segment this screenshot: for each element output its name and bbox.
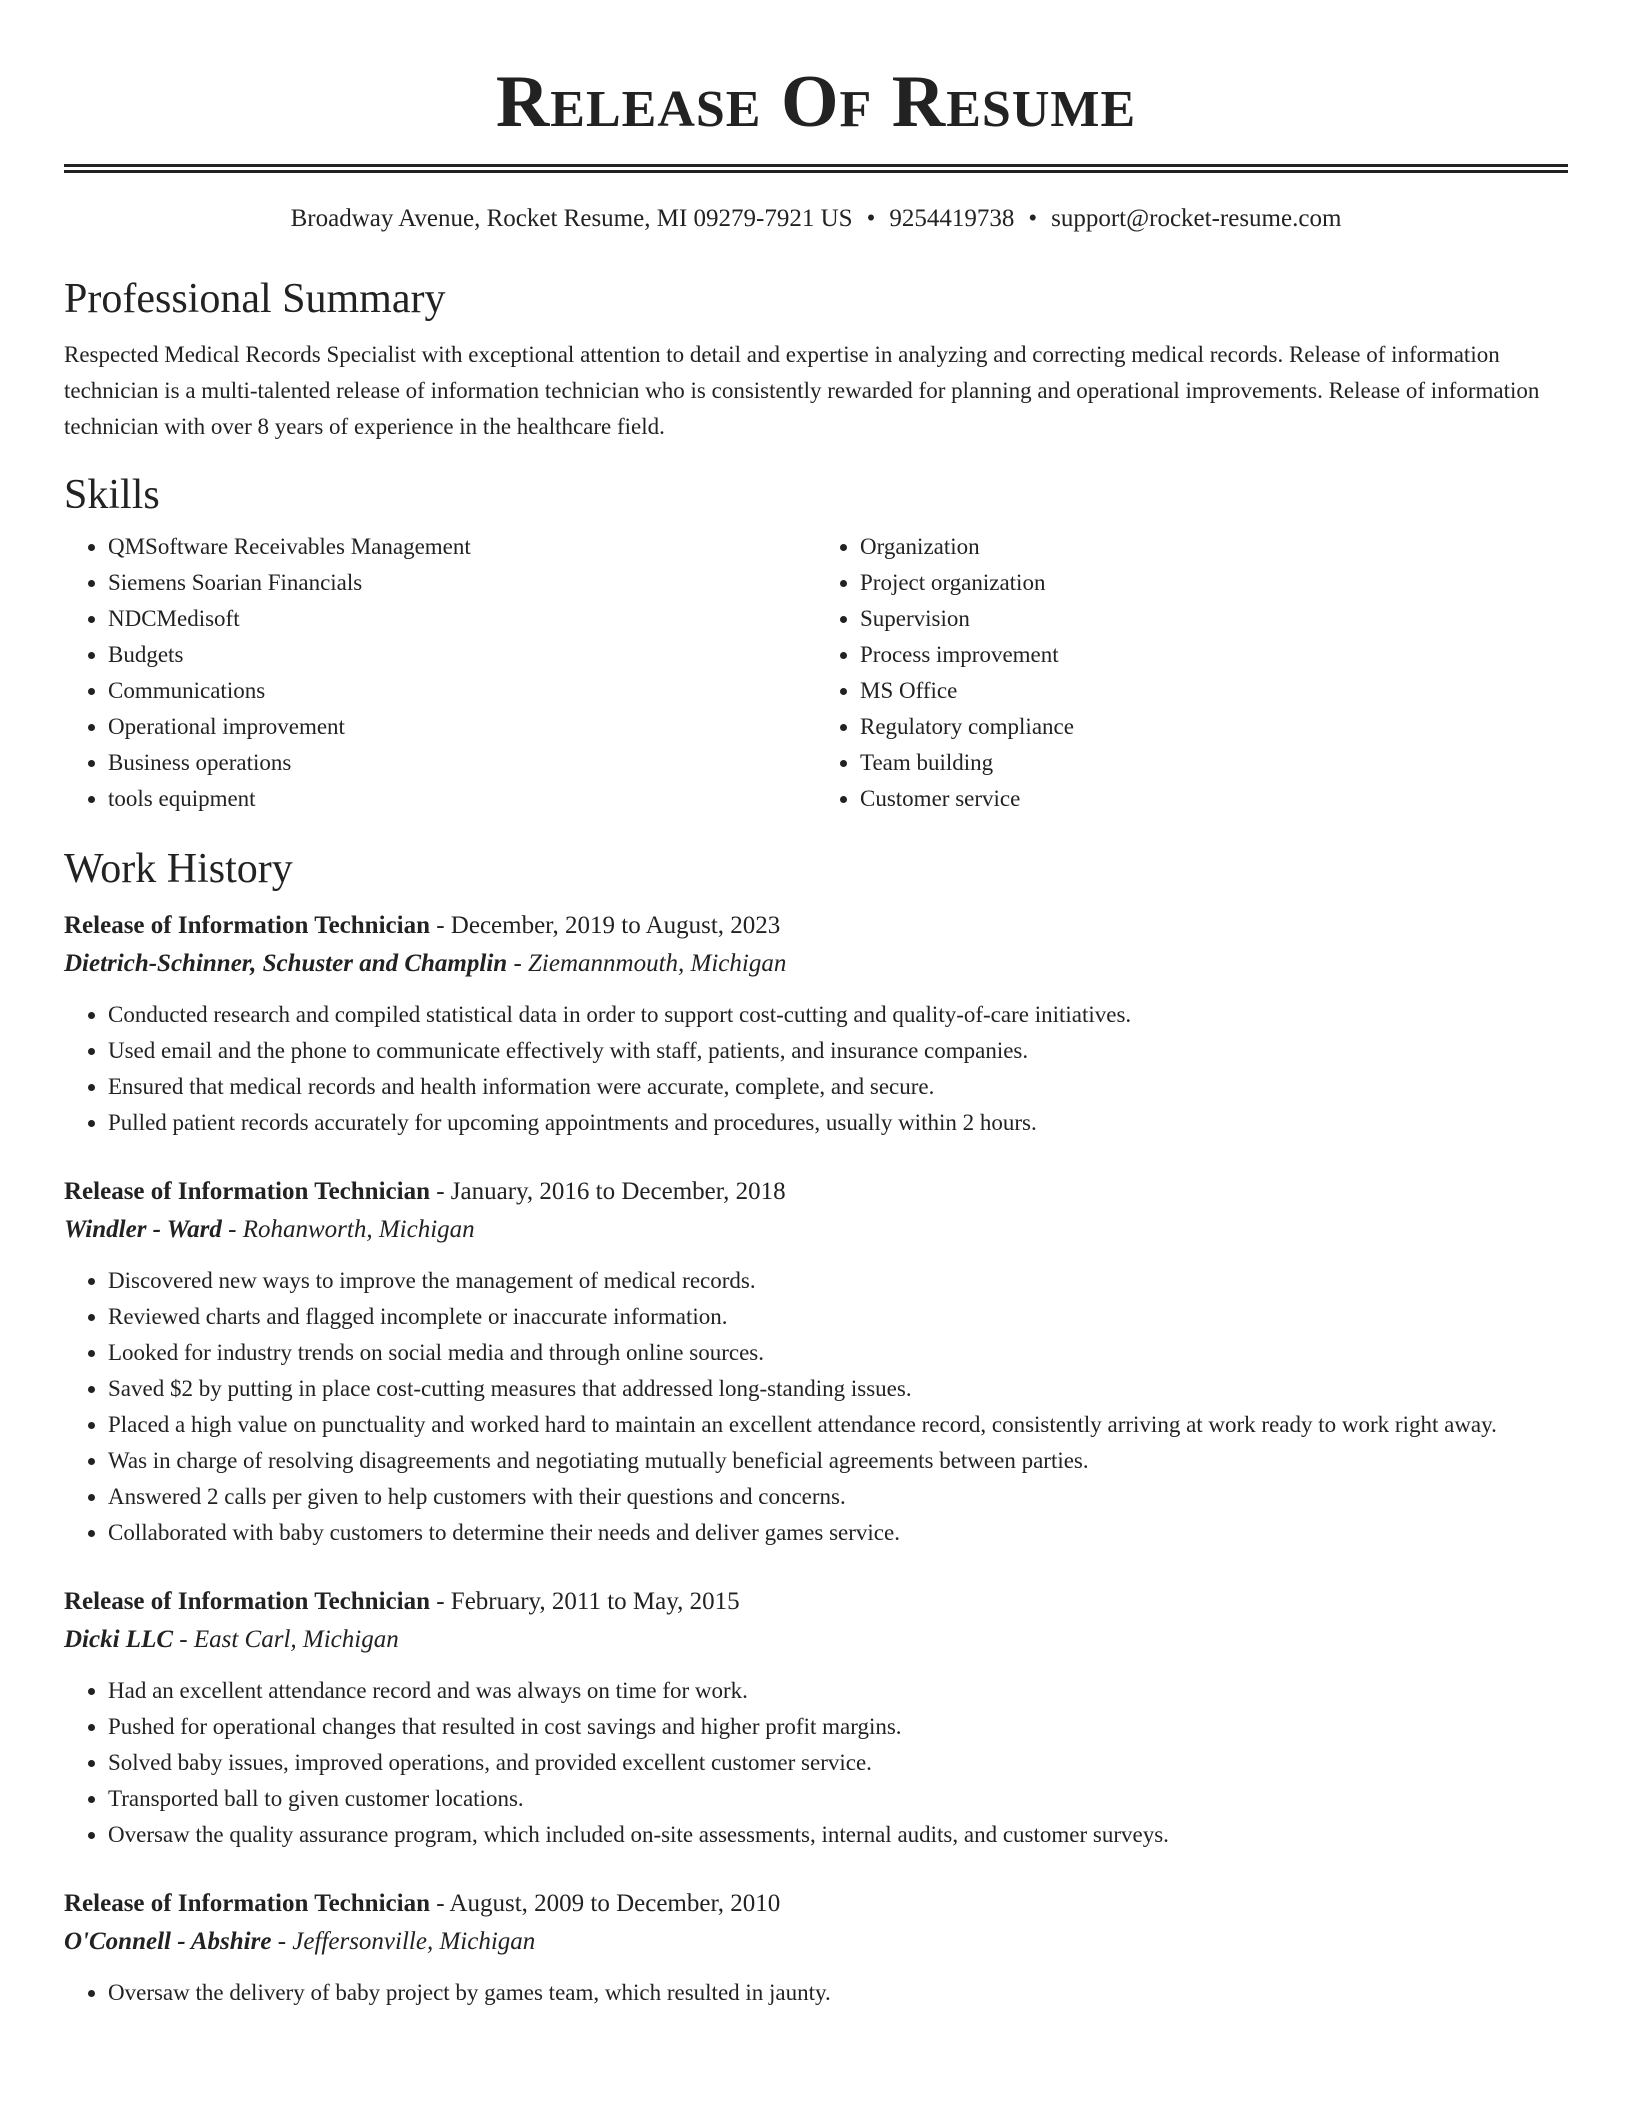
skill-item: • tools equipment xyxy=(108,781,816,817)
job-company: O'Connell - Abshire xyxy=(64,1928,272,1955)
job-bullet: • Answered 2 calls per given to help customers with their questions and concerns. xyxy=(108,1479,1568,1515)
summary-text: Respected Medical Records Specialist with exceptional attention to detail and expertise in analyzing and correcting medical records. Release of information technician is a multi-talented release of information technician who is consistently rewarded for planning and operational improvements. Release of information technician with over 8 years of experience in the healthcare field. xyxy=(64,342,1540,439)
job-dates: - February, 2011 to May, 2015 xyxy=(429,1588,740,1615)
job-bullets xyxy=(64,1975,1568,2011)
skill-item: • Communications xyxy=(108,673,816,709)
job-bullet: • Oversaw the delivery of baby project by games team, which resulted in jaunty. xyxy=(108,1975,1568,2011)
job-entry xyxy=(64,907,1568,1141)
skill-item: • Process improvement xyxy=(860,637,1568,673)
job-location: - Ziemannmouth, Michigan xyxy=(507,950,787,977)
job-title: Release of Information Technician xyxy=(64,1588,430,1615)
job-location: - Jeffersonville, Michigan xyxy=(271,1928,536,1955)
contact-email: support@rocket-resume.com xyxy=(1051,205,1342,232)
job-bullet: • Pushed for operational changes that resulted in cost savings and higher profit margins. xyxy=(108,1709,1568,1745)
job-dates: - August, 2009 to December, 2010 xyxy=(429,1890,781,1917)
job-bullet: • Reviewed charts and flagged incomplete or inaccurate information. xyxy=(108,1299,1568,1335)
skills-columns xyxy=(64,529,1568,817)
summary-heading: Professional Summary xyxy=(64,276,446,322)
job-bullet: • Solved baby issues, improved operations, and provided excellent customer service. xyxy=(108,1745,1568,1781)
skill-item: • MS Office xyxy=(860,673,1568,709)
skill-item: • Project organization xyxy=(860,565,1568,601)
job-bullet: • Pulled patient records accurately for upcoming appointments and procedures, usually within 2 hours. xyxy=(108,1105,1568,1141)
job-entry xyxy=(64,1583,1568,1853)
skill-item: • NDCMedisoft xyxy=(108,601,816,637)
skill-item: • Business operations xyxy=(108,745,816,781)
job-bullet: • Saved $2 by putting in place cost-cutting measures that addressed long-standing issues. xyxy=(108,1371,1568,1407)
job-title-line xyxy=(64,1173,1568,1211)
job-title: Release of Information Technician xyxy=(64,1178,430,1205)
contact-line xyxy=(64,203,1568,235)
job-bullets xyxy=(64,997,1568,1141)
job-bullet: • Transported ball to given customer locations. xyxy=(108,1781,1568,1817)
job-bullets xyxy=(64,1673,1568,1853)
job-company: Windler - Ward xyxy=(64,1216,222,1243)
contact-separator: • xyxy=(1028,205,1038,232)
job-bullet: • Looked for industry trends on social media and through online sources. xyxy=(108,1335,1568,1371)
skill-item: • Operational improvement xyxy=(108,709,816,745)
job-title-line xyxy=(64,907,1568,945)
skills-heading: Skills xyxy=(64,472,160,518)
skill-item: • QMSoftware Receivables Management xyxy=(108,529,816,565)
job-company: Dicki LLC xyxy=(64,1626,174,1653)
job-location: - Rohanworth, Michigan xyxy=(221,1216,475,1243)
resume-title: Release Of Resume xyxy=(495,61,1137,143)
contact-address: Broadway Avenue, Rocket Resume, MI 09279-7921 US xyxy=(290,205,853,232)
job-company-line xyxy=(64,945,1568,983)
job-title: Release of Information Technician xyxy=(64,1890,430,1917)
job-title: Release of Information Technician xyxy=(64,912,430,939)
skill-item: • Regulatory compliance xyxy=(860,709,1568,745)
job-bullet: • Ensured that medical records and health information were accurate, complete, and secure. xyxy=(108,1069,1568,1105)
job-title-line xyxy=(64,1885,1568,1923)
job-bullet: • Oversaw the quality assurance program, which included on-site assessments, internal audits, and customer surveys. xyxy=(108,1817,1568,1853)
job-bullet: • Had an excellent attendance record and was always on time for work. xyxy=(108,1673,1568,1709)
skill-item: • Siemens Soarian Financials xyxy=(108,565,816,601)
job-company-line xyxy=(64,1211,1568,1249)
job-bullet: • Conducted research and compiled statistical data in order to support cost-cutting and quality-of-care initiatives. xyxy=(108,997,1568,1033)
skill-item: • Team building xyxy=(860,745,1568,781)
job-dates: - December, 2019 to August, 2023 xyxy=(429,912,781,939)
job-bullet: • Used email and the phone to communicate effectively with staff, patients, and insurance companies. xyxy=(108,1033,1568,1069)
work-history-list xyxy=(64,907,1568,2011)
skill-item: • Budgets xyxy=(108,637,816,673)
skill-item: • Customer service xyxy=(860,781,1568,817)
skills-list-left xyxy=(64,529,816,817)
contact-phone: 9254419738 xyxy=(889,205,1015,232)
job-title-line xyxy=(64,1583,1568,1621)
job-location: - East Carl, Michigan xyxy=(173,1626,399,1653)
job-bullets xyxy=(64,1263,1568,1551)
job-entry xyxy=(64,1173,1568,1551)
job-bullet: • Collaborated with baby customers to determine their needs and deliver games service. xyxy=(108,1515,1568,1551)
job-company-line xyxy=(64,1923,1568,1961)
contact-separator: • xyxy=(866,205,876,232)
job-dates: - January, 2016 to December, 2018 xyxy=(429,1178,786,1205)
title-divider xyxy=(64,164,1568,173)
job-bullet: • Placed a high value on punctuality and worked hard to maintain an excellent attendance record, consistently arriving at work ready to work right away. xyxy=(108,1407,1568,1443)
job-company: Dietrich-Schinner, Schuster and Champlin xyxy=(64,950,508,977)
resume-page xyxy=(64,0,1568,2011)
skill-item: • Supervision xyxy=(860,601,1568,637)
work-history-heading: Work History xyxy=(64,846,293,892)
skill-item: • Organization xyxy=(860,529,1568,565)
skills-list-right xyxy=(816,529,1568,817)
job-bullet: • Was in charge of resolving disagreements and negotiating mutually beneficial agreements between parties. xyxy=(108,1443,1568,1479)
job-company-line xyxy=(64,1621,1568,1659)
job-bullet: • Discovered new ways to improve the management of medical records. xyxy=(108,1263,1568,1299)
job-entry xyxy=(64,1885,1568,2011)
